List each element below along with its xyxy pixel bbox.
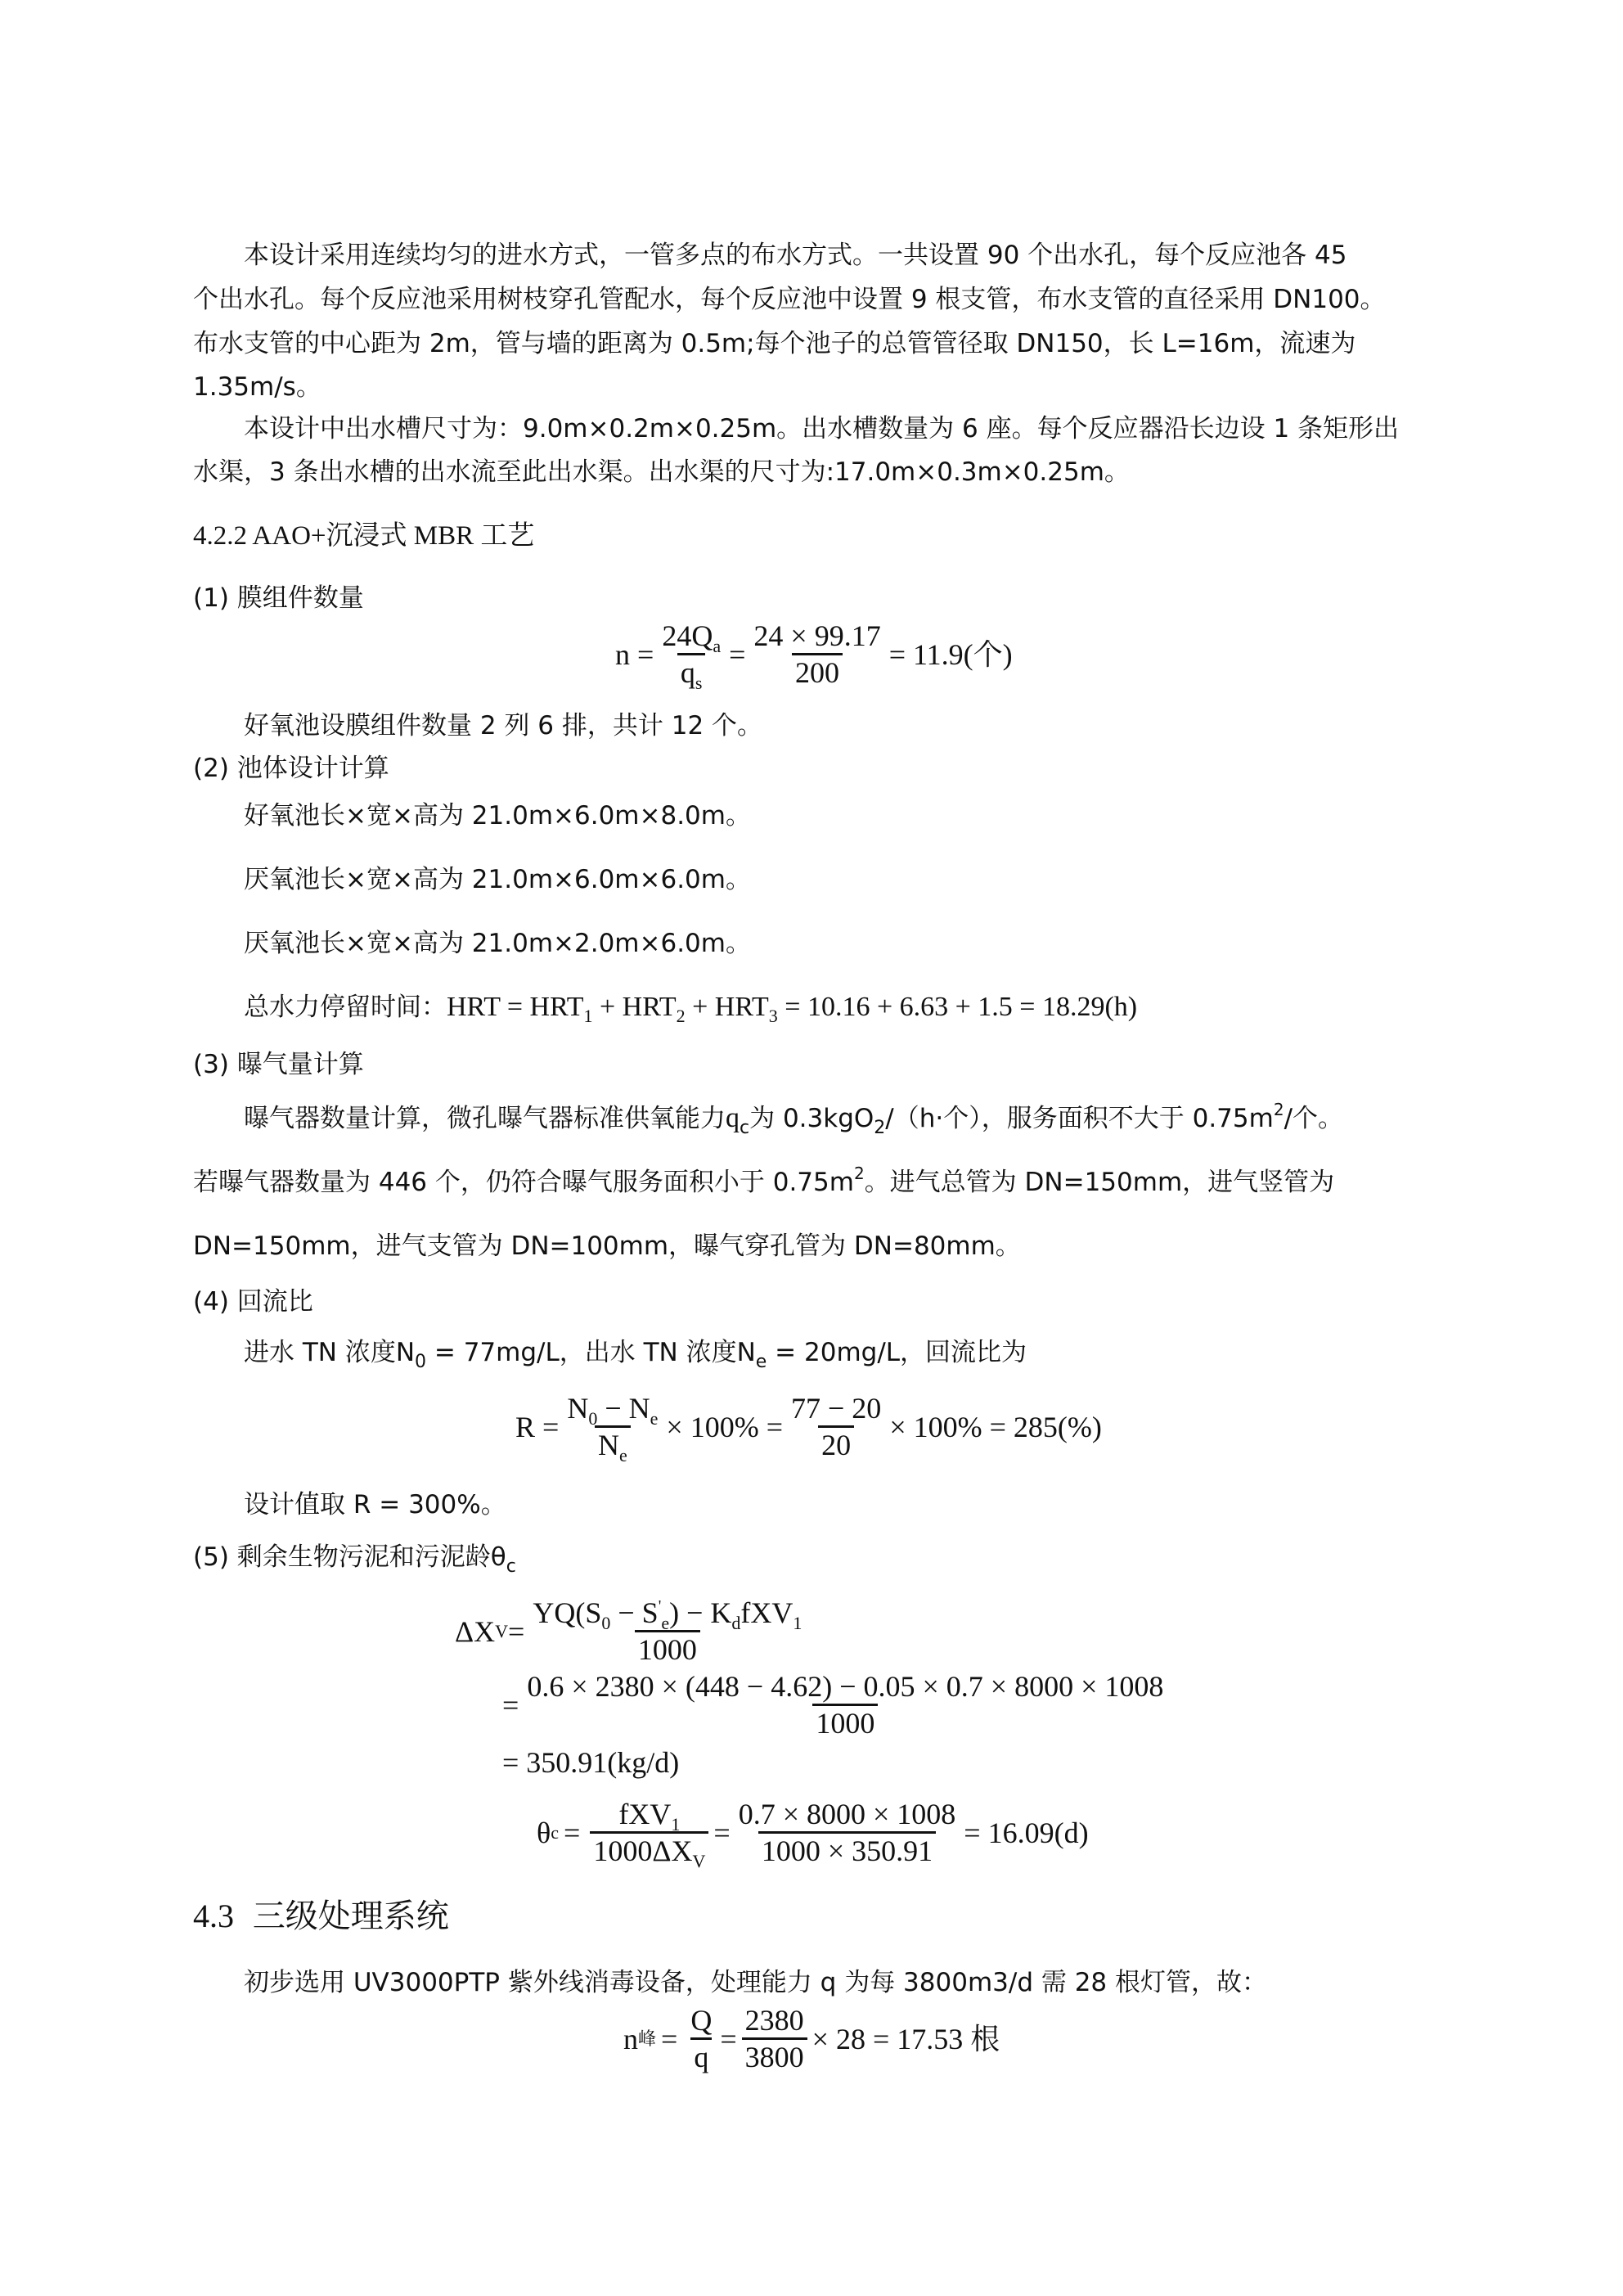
subscript: e	[618, 1445, 627, 1465]
equals: =	[564, 1816, 581, 1849]
text-part: = 20mg/L，回流比为	[767, 1338, 1027, 1367]
superscript: 2	[1273, 1100, 1284, 1119]
numerator-part: − S	[610, 1596, 659, 1629]
eq-part: = 10.16 + 6.63 + 1.5 = 18.29(h)	[777, 992, 1138, 1022]
fraction	[529, 1596, 805, 1667]
section-number: 4.3	[193, 1898, 234, 1934]
numerator: 77 − 20	[791, 1392, 882, 1425]
hrt-line	[193, 990, 1469, 1024]
equals: =	[661, 2022, 678, 2055]
numerator: N	[567, 1392, 589, 1425]
text-part: 为 0.3kgO	[749, 1104, 874, 1133]
text-part: = 77mg/L，出水 TN 浓度N	[426, 1338, 756, 1367]
subscript: 1	[671, 1814, 681, 1835]
eq-rhs: × 28 = 17.53 根	[812, 2022, 1000, 2055]
item-title-tank-design: (2) 池体设计计算	[193, 754, 389, 783]
numerator-part: fXV	[740, 1596, 794, 1629]
hrt-label: 总水力停留时间：	[244, 993, 447, 1022]
subscript: c	[506, 1556, 516, 1577]
subscript: 2	[874, 1118, 886, 1138]
subscript: a	[713, 636, 722, 656]
fraction	[524, 1669, 1167, 1740]
equation-sludge-1: ΔX V = $\frac{YQ(S_0 - S'_e) - K_dfXV_1}{1000}$	[455, 1596, 810, 1667]
subscript: 3	[768, 1006, 778, 1026]
eq-part: + HRT	[685, 992, 769, 1022]
text-part: 进水 TN 浓度N	[244, 1338, 416, 1367]
text-line: 布水支管的中心距为 2m，管与墙的距离为 0.5m;每个池子的总管管径取 DN150，长 L=16m，流速为	[193, 329, 1356, 358]
text-line: 本设计采用连续均匀的进水方式，一管多点的布水方式。一共设置 90 个出水孔，每个反应池各 45	[244, 241, 1347, 270]
fraction	[788, 1391, 884, 1462]
item-title-sludge	[193, 1540, 1469, 1577]
superscript: '	[658, 1597, 662, 1615]
text-line: 个出水孔。每个反应池采用树枝穿孔管配水，每个反应池中设置 9 根支管，布水支管的直径采用 DN100。	[193, 285, 1386, 314]
numerator: Q	[690, 2004, 713, 2037]
subscript: 1	[583, 1006, 593, 1026]
subscript: V	[692, 1851, 706, 1871]
numerator-part: − N	[597, 1392, 650, 1425]
superscript: 2	[853, 1164, 865, 1183]
eq-lhs: R =	[515, 1410, 560, 1443]
eq-rhs: = 11.9(个)	[888, 637, 1013, 671]
eq-part: HRT = HRT	[447, 992, 584, 1022]
subscript: s	[695, 673, 703, 693]
text-line: 本设计中出水槽尺寸为：9.0m×0.2m×0.25m。出水槽数量为 6 座。每个反应器沿长边设 1 条矩形出	[244, 414, 1400, 443]
numerator: 24 × 99.17	[753, 619, 881, 652]
subscript: e	[650, 1408, 659, 1429]
subscript: 1	[793, 1613, 803, 1633]
eq-lhs: θ	[537, 1816, 551, 1849]
subscript: d	[731, 1613, 741, 1633]
equation-reflux-ratio	[515, 1391, 1102, 1465]
equation-sludge-3: = 350.91(kg/d)	[502, 1746, 680, 1779]
text-line: DN=150mm，进气支管为 DN=100mm，曝气穿孔管为 DN=80mm。	[193, 1231, 1021, 1261]
denominator: 1000ΔX	[593, 1835, 693, 1867]
equals: =	[713, 1816, 731, 1849]
text-part: 曝气器数量计算，微孔曝气器标准供氧能力	[244, 1104, 726, 1133]
eq-lhs: n =	[615, 637, 654, 671]
denominator: 1000	[812, 1704, 878, 1740]
equation-sludge-age: θ c = $\frac{fXV_1}{1000\Delta X_V}$ = $\frac{0.7 \times 8000 \times 1008}{1000 \times 350.91}$ = 16.09(d)	[537, 1798, 1089, 1871]
item-title-membrane-count: (1) 膜组件数量	[193, 583, 364, 613]
equals: =	[502, 1688, 519, 1722]
section-heading-4-3	[193, 1897, 449, 1936]
fraction	[687, 2003, 715, 2074]
section-title: 三级处理系统	[252, 1898, 449, 1935]
eq-part: + HRT	[592, 992, 677, 1022]
equals: =	[729, 637, 746, 671]
numerator: 2380	[744, 2004, 804, 2037]
fraction	[659, 619, 724, 693]
hrt-equation	[447, 992, 1138, 1026]
eq-rhs: × 100% = 285(%)	[889, 1410, 1102, 1443]
text-line: 初步选用 UV3000PTP 紫外线消毒设备，处理能力 q 为每 3800m3/d 需 28 根灯管，故：	[244, 1968, 1268, 1997]
eq-rhs: = 16.09(d)	[964, 1816, 1089, 1849]
section-heading-4-2-2: 4.2.2 AAO+沉浸式 MBR 工艺	[193, 521, 535, 551]
text-line: 好氧池长×宽×高为 21.0m×6.0m×8.0m。	[244, 801, 751, 831]
subscript: 0	[415, 1352, 427, 1372]
eq-lhs: n	[623, 2022, 638, 2055]
text-line: 水渠，3 条出水槽的出水流至此出水渠。出水渠的尺寸为:17.0m×0.3m×0.25m。	[193, 457, 1130, 487]
text-line: 好氧池设膜组件数量 2 列 6 排，共计 12 个。	[244, 711, 763, 741]
text-line: 厌氧池长×宽×高为 21.0m×6.0m×6.0m。	[244, 865, 751, 894]
eq-lhs: ΔX	[455, 1614, 496, 1648]
denominator: 1000 × 350.91	[758, 1831, 936, 1868]
fraction	[735, 1797, 960, 1868]
fraction	[590, 1797, 708, 1871]
text-part: 。进气总管为 DN=150mm，进气竖管为	[864, 1168, 1335, 1197]
denominator: 200	[792, 653, 843, 690]
text-part: 若曝气器数量为 446 个，仍符合曝气服务面积小于 0.75m	[193, 1168, 854, 1197]
denominator: q	[690, 2037, 712, 2074]
subscript: e	[755, 1352, 767, 1372]
item-title-reflux-ratio: (4) 回流比	[193, 1287, 313, 1317]
fraction	[750, 619, 883, 690]
text-part: /个。	[1284, 1104, 1344, 1133]
text-line	[193, 1165, 1469, 1200]
subscript: 0	[588, 1408, 598, 1429]
denominator: 3800	[742, 2037, 807, 2074]
subscript: c	[740, 1118, 750, 1138]
subscript: e	[661, 1613, 670, 1633]
numerator: 24Q	[662, 619, 713, 652]
fraction	[742, 2003, 807, 2074]
denominator: N	[597, 1429, 619, 1461]
text-part: (5) 剩余生物污泥和污泥龄θ	[193, 1542, 506, 1572]
text-line	[193, 1101, 1469, 1136]
math-var: q	[726, 1103, 740, 1133]
subscript: 0	[601, 1613, 611, 1633]
eq-part: × 100% =	[666, 1410, 783, 1443]
numerator: YQ(S	[533, 1596, 602, 1629]
text-line	[193, 1335, 1469, 1370]
equation-membrane-count	[615, 619, 1013, 693]
text-part: /（h·个），服务面积不大于 0.75m	[885, 1104, 1274, 1133]
subscript: 2	[676, 1006, 686, 1026]
numerator: 0.6 × 2380 × (448 − 4.62) − 0.05 × 0.7 × 8000 × 1008	[527, 1670, 1164, 1703]
equals: =	[508, 1614, 525, 1648]
denominator: q	[680, 656, 695, 689]
denominator: 20	[818, 1425, 854, 1462]
text-line: 设计值取 R = 300%。	[244, 1490, 506, 1519]
numerator-part: ) − K	[669, 1596, 732, 1629]
equals: =	[720, 2022, 737, 2055]
denominator: 1000	[635, 1630, 700, 1667]
equation-uv-lamps: n 峰 = $\frac{Q}{q}$ = $\frac{2380}{3800}$ × 28 = 17.53 根	[623, 2004, 1000, 2073]
numerator: 0.7 × 8000 × 1008	[738, 1798, 956, 1830]
text-line: 厌氧池长×宽×高为 21.0m×2.0m×6.0m。	[244, 929, 751, 958]
text-line: 1.35m/s。	[193, 372, 321, 402]
fraction	[564, 1391, 661, 1465]
numerator: fXV	[618, 1798, 672, 1830]
item-title-aeration: (3) 曝气量计算	[193, 1050, 364, 1079]
equation-sludge-2	[502, 1669, 1171, 1740]
